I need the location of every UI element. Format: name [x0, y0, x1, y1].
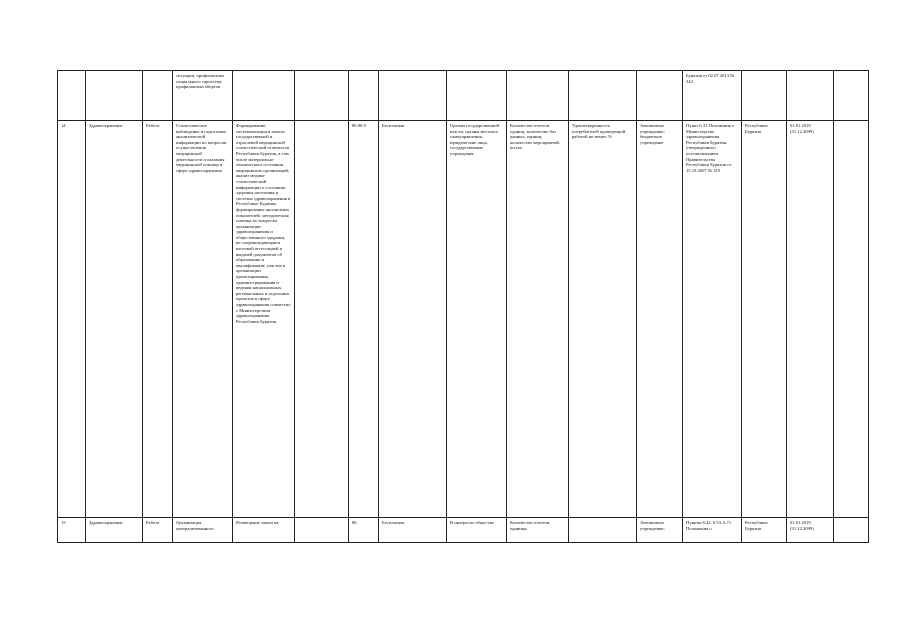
register-table: [57, 70, 869, 543]
cell-code: [349, 71, 379, 121]
cell-quality: Удовлетворенность потребителей проведенной работой не менее, %: [569, 121, 637, 518]
cell-content: Формирование, систематизация и анализ государственной и отраслевой медицинской статистической отчетности Республики Бурятия, в том числе материально-технического состояния медицинских организаций; анализ медико-статистической информации о состоянии здоровья населения и системы здравоохранения в Республике Бурятия, формирование прогнозных показателей; методическая помощь по вопросам организации здравоохранения и общественного здоровья, не сопровождающаяся итоговой аттестацией и выдачей документов об образовании и квалификации; участие в организации проектирования, администрирования и ведения национальных, региональных и отдельных проектов в сфере здравоохранения совместно с Министерством здравоохранения Республики Бурятия: [233, 121, 295, 518]
cell-sector: [86, 71, 143, 121]
cell-code: 86.90.9: [349, 121, 379, 518]
cell-volume: Количество отчетов, единиц; количество баз данных, единиц; количество мероприятий, штука: [507, 121, 569, 518]
cell-blank: [834, 71, 869, 121]
cell-dates: 01.01.2019 (31.12.2099): [787, 121, 834, 518]
cell-kind: Работа: [143, 518, 173, 543]
cell-institution: Автономное учреждение; бюджетное учреждение: [637, 121, 683, 518]
cell-num: 15: [58, 518, 86, 543]
cell-dates: [787, 71, 834, 121]
cell-name: ситуации, профилактика социального сиротства; профилактика абортов: [173, 71, 233, 121]
cell-payment: [379, 71, 447, 121]
cell-blank: [295, 71, 349, 121]
table-row: [58, 518, 869, 543]
cell-consumers: [447, 71, 507, 121]
cell-sector: Здравоохранение: [86, 121, 143, 518]
cell-consumers: Органы государственной власти, органы местного самоуправления, юридические лица, государственные учреждения: [447, 121, 507, 518]
cell-volume: [507, 71, 569, 121]
cell-region: Республика Бурятия: [742, 518, 787, 543]
cell-blank: [295, 518, 349, 543]
cell-blank: [834, 518, 869, 543]
cell-volume: Количество отчетов, единица;: [507, 518, 569, 543]
cell-basis: Пункты 6.42, 6.53, 6.71 Положения о: [683, 518, 742, 543]
cell-num: [58, 71, 86, 121]
cell-quality: [569, 518, 637, 543]
cell-blank: [834, 121, 869, 518]
table-row: [58, 71, 869, 121]
cell-content: Размещение заказа на: [233, 518, 295, 543]
cell-institution: Автономное учреждение;: [637, 518, 683, 543]
cell-dates: 01.01.2019 (31.12.2099): [787, 518, 834, 543]
cell-content: [233, 71, 295, 121]
cell-institution: [637, 71, 683, 121]
cell-kind: Работа: [143, 121, 173, 518]
table-row: [58, 121, 869, 518]
cell-region: [742, 71, 787, 121]
cell-region: Республика Бурятия: [742, 121, 787, 518]
cell-kind: [143, 71, 173, 121]
cell-name: Статистическое наблюдение и подготовка аналитической информации по вопросам осуществления медицинской деятельности и оказания медицинской помощи в сфере здравоохранения: [173, 121, 233, 518]
cell-quality: [569, 71, 637, 121]
cell-blank: [295, 121, 349, 518]
cell-name: Организация централизованного: [173, 518, 233, 543]
cell-payment: Бесплатная: [379, 121, 447, 518]
cell-payment: Бесплатная: [379, 518, 447, 543]
cell-basis: Бурятия от 02.07.2013 № 342: [683, 71, 742, 121]
cell-sector: Здравоохранение: [86, 518, 143, 543]
cell-basis: Пункт 6.31 Положения о Министерстве здравоохранения Республики Бурятия, утвержденного постановлением Правительства Республики Бурятия от 15.10.2007 № 319: [683, 121, 742, 518]
cell-code: 86: [349, 518, 379, 543]
cell-num: 14: [58, 121, 86, 518]
cell-consumers: В интересах общества: [447, 518, 507, 543]
